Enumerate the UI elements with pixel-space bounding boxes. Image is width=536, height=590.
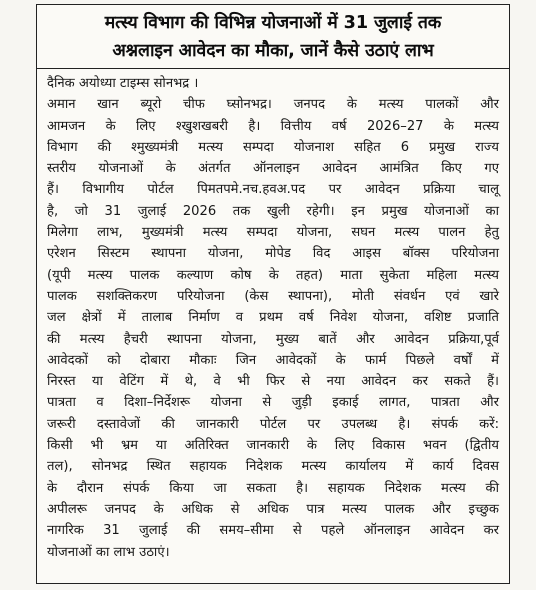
body-line: हैं। विभागीय पोर्टल पिमतपमे.नच.हवअ.पद पर आवेदन प्रक्रिया चालू — [47, 182, 499, 198]
body-line: (यूपी मत्स्य पालक कल्याण कोष के तहत) माता सुकेता महिला मत्स्य — [47, 267, 499, 283]
body-line: जल क्षेत्रों में तालाब निर्माण व प्रथम वर्ष निवेश योजना, वशिष्ट प्रजाति — [47, 310, 499, 326]
body-line: स्तरीय योजनाओं के अंतर्गत ऑनलाइन आवेदन आमंत्रित किए गए — [47, 161, 499, 177]
body-line: किसी भी भ्रम या अतिरिक्त जानकारी के लिए विकास भवन (द्वितीय — [47, 438, 499, 454]
body-line: अमान खान ब्यूरो चीफ घ्सोनभद्र। जनपद के मत्स्य पालकों और — [47, 97, 499, 113]
body-line: योजनाओं का लाभ उठाएं। — [47, 544, 170, 560]
headline-divider — [37, 68, 509, 69]
body-line: है, जो 31 जुलाई 2026 तक खुली रहेगी। इन प्रमुख योजनाओं का — [47, 203, 499, 219]
body-line: की मत्स्य हैचरी स्थापना योजना, मुख्य बातें और आवेदन प्रक्रिया,पूर्व — [47, 331, 499, 347]
body-line: निरस्त या वेटिंग में थे, वे भी फिर से नया आवेदन कर सकते हैं। — [47, 374, 499, 390]
body-line: आवेदकों को दोबारा मौकाः जिन आवेदकों के फार्म पिछले वर्षों में — [47, 352, 499, 368]
headline-line-2: अश्नलाइन आवेदन का मौका, जानें कैसे उठाएं लाभ — [112, 41, 434, 61]
body-line: तल), सोनभद्र स्थित सहायक निदेशक मत्स्य कार्यालय में कार्य दिवस — [47, 459, 499, 475]
headline-line-1: मत्स्य विभाग की विभिन्न योजनाओं में 31 जुलाई तक — [104, 13, 442, 33]
body-line: पालक सशक्तिकरण परियोजना (केस स्थापना), मोती संवर्धन एवं खारे — [47, 288, 499, 304]
body-line: के दौरान संपर्क किया जा सकता है। सहायक निदेशक मत्स्य की — [47, 480, 499, 496]
body-line: पात्रता व दिशा–निर्देशरू योजना से जुड़ी इकाई लागत, पात्रता और — [47, 395, 499, 411]
body-line: जरूरी दस्तावेजों की जानकारी पोर्टल पर उपलब्ध है। संपर्क करें: — [47, 416, 499, 432]
body-line: आमजन के लिए श्खुशखबरी है। वित्तीय वर्ष 2026–27 के मत्स्य — [47, 118, 499, 134]
body-line: नागरिक 31 जुलाई की समय–सीमा से पहले ऑनलाइन आवेदन कर — [47, 523, 499, 539]
article-body — [47, 94, 499, 563]
body-line: मिलेगा लाभ, मुख्यमंत्री मत्स्य सम्पदा योजना, सघन मत्स्य पालन हेतु — [47, 225, 499, 241]
news-clipping — [36, 4, 510, 584]
body-line: एरेशन सिस्टम स्थापना योजना, मोपेड विद आइस बॉक्स परियोजना — [47, 246, 499, 262]
body-line: विभाग की श्मुख्यमंत्री मत्स्य सम्पदा योजनाश सहित 6 प्रमुख राज्य — [47, 139, 499, 155]
body-line: अपीलरू जनपद के अधिक से अधिक पात्र मत्स्य पालक और इच्छुक — [47, 501, 499, 517]
dateline: दैनिक अयोध्या टाइम्स सोनभद्र । — [47, 76, 199, 91]
